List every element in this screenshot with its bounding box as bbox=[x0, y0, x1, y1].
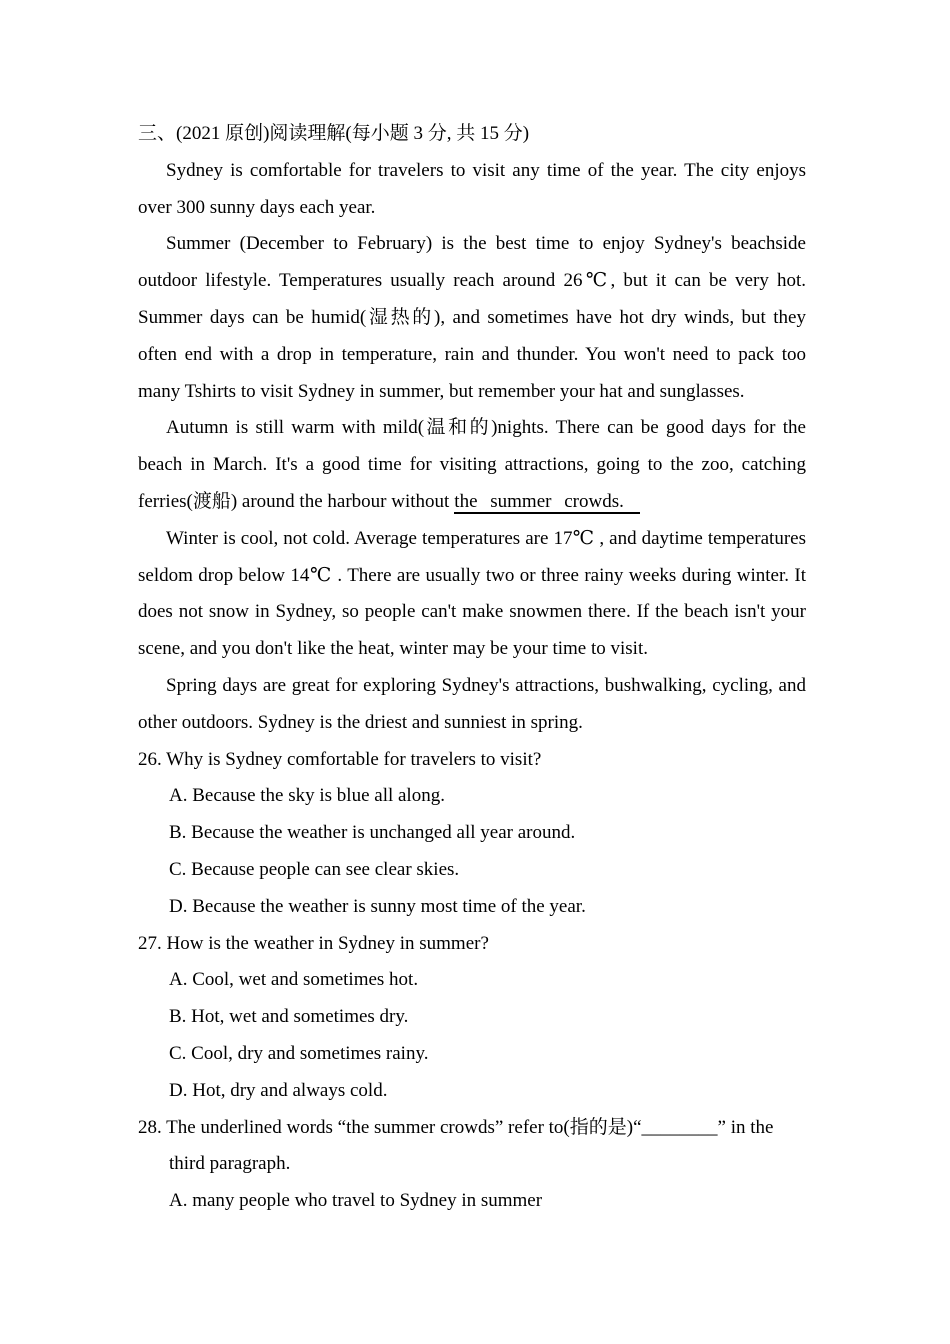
passage-paragraph-2: Summer (December to February) is the best time to enjoy Sydney's beachside outdoor lifestyle. Temperatures usually reach around 26℃, but it can be very hot. Summer days can be humid(湿热的), and sometimes have hot dry winds, but they often end with a drop in temperature, rain and thunder. You won't need to pack too many Tshirts to visit Sydney in summer, but remember your hat and sunglasses. bbox=[138, 233, 806, 402]
question-26 bbox=[138, 742, 806, 926]
passage-paragraph-5: Spring days are great for exploring Sydney's attractions, bushwalking, cycling, and other outdoors. Sydney is the driest and sunniest in spring. bbox=[138, 674, 806, 733]
question-27-stem: 27. How is the weather in Sydney in summer? bbox=[138, 932, 489, 954]
underlined-phrase: the summer crowds. bbox=[454, 491, 640, 514]
section-heading: 三、(2021 原创)阅读理解(每小题 3 分, 共 15 分) bbox=[138, 123, 530, 144]
question-27-option-d: D. Hot, dry and always cold. bbox=[169, 1079, 388, 1101]
passage-paragraph-4: Winter is cool, not cold. Average temperatures are 17℃ , and daytime temperatures seldom drop below 14℃ . There are usually two or three rainy weeks during winter. It does not snow in Sydney, so people can't make snowmen there. If the beach isn't your scene, and you don't like the heat, winter may be your time to visit. bbox=[138, 527, 806, 660]
question-27-option-b: B. Hot, wet and sometimes dry. bbox=[169, 1006, 409, 1028]
passage-paragraph-1: Sydney is comfortable for travelers to visit any time of the year. The city enjoys over 300 sunny days each year. bbox=[138, 159, 806, 218]
question-27-option-c: C. Cool, dry and sometimes rainy. bbox=[169, 1042, 429, 1064]
question-26-stem: 26. Why is Sydney comfortable for travelers to visit? bbox=[138, 748, 542, 770]
passage-paragraph-3 bbox=[138, 410, 806, 520]
question-26-option-d: D. Because the weather is sunny most time of the year. bbox=[169, 895, 586, 917]
question-28 bbox=[138, 1110, 806, 1220]
question-27-option-a: A. Cool, wet and sometimes hot. bbox=[169, 969, 419, 991]
question-28-stem: 28. The underlined words “the summer crowds” refer to(指的是)“________” in the third paragraph. bbox=[138, 1116, 774, 1175]
question-26-option-a: A. Because the sky is blue all along. bbox=[169, 785, 445, 807]
question-26-option-c: C. Because people can see clear skies. bbox=[169, 858, 460, 880]
question-26-option-b: B. Because the weather is unchanged all year around. bbox=[169, 822, 576, 844]
passage-paragraph-3-text: Autumn is still warm with mild(温和的)nights. There can be good days for the beach in March. It's a good time for visiting attractions, going to the zoo, catching ferries(渡船) around the harbour without bbox=[138, 417, 806, 512]
question-27 bbox=[138, 926, 806, 1110]
question-28-option-a: A. many people who travel to Sydney in summer bbox=[169, 1190, 543, 1212]
